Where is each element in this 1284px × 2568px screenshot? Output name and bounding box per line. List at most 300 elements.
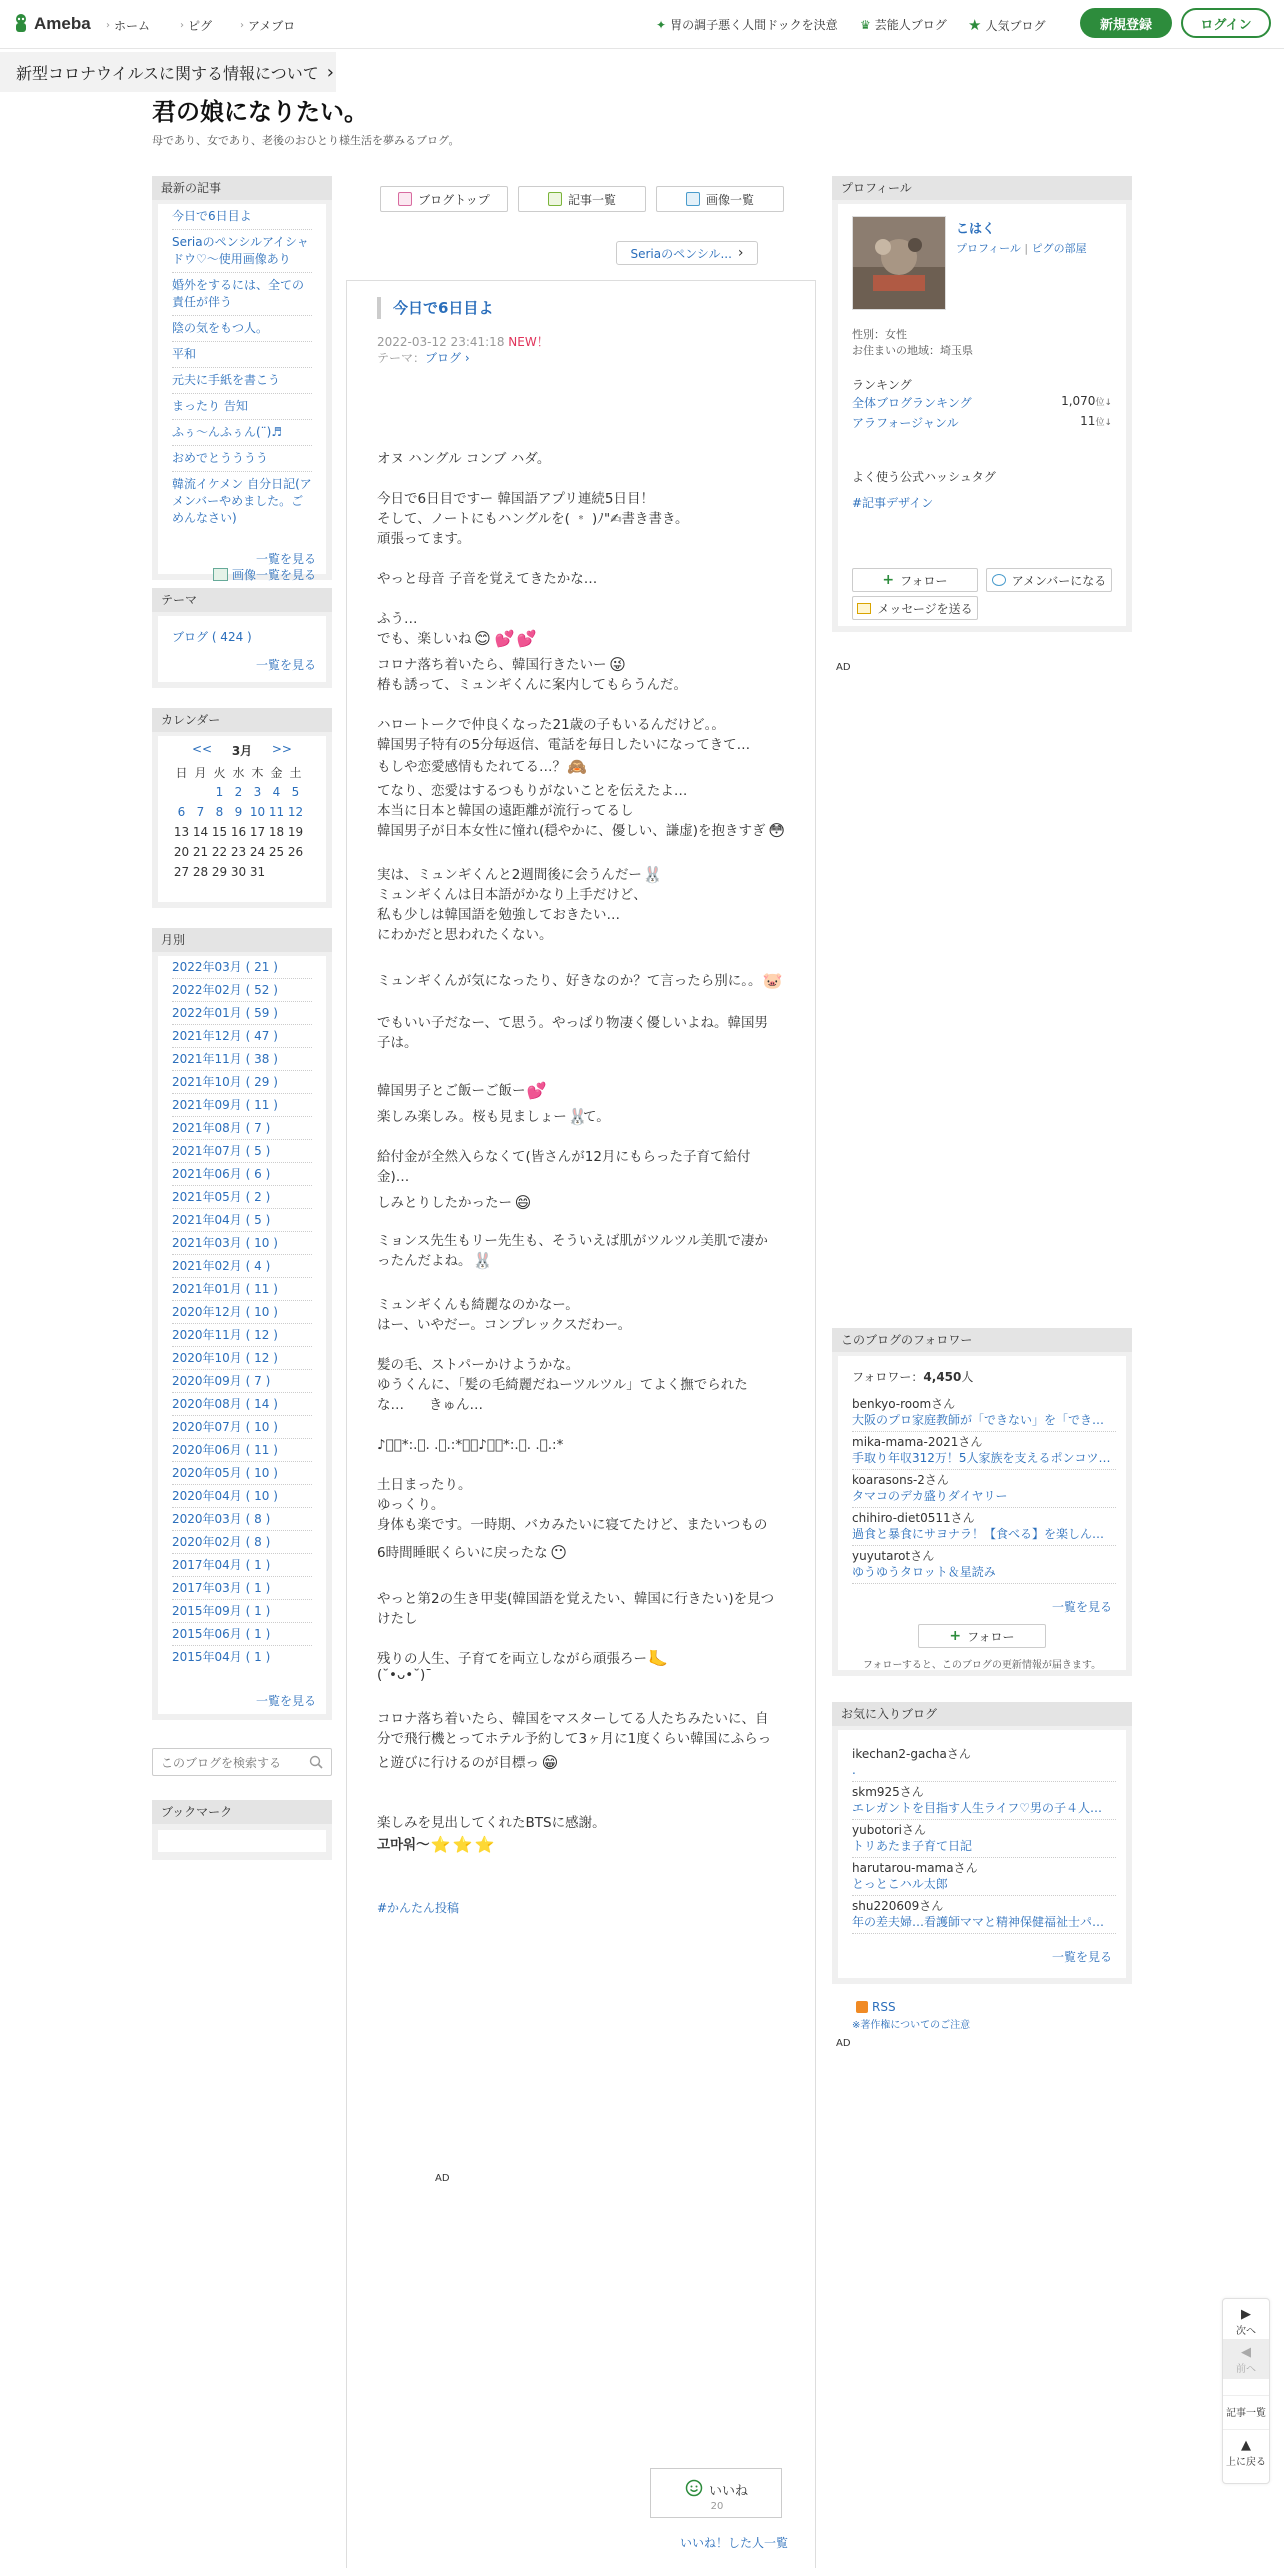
article-title[interactable]: 今日で6日目よ [377,297,493,319]
article-line-text: にわかだと思われたくない。 [377,927,553,943]
bookmark-heading: ブックマーク [152,1800,332,1824]
favorite-blog-owner[interactable]: shu220609さん [852,1899,944,1913]
calendar-day[interactable]: 11 [268,805,285,819]
article-line-text: 韓国男子特有の5分毎返信、電話を毎日したいになってきて… [377,737,751,753]
theme-heading: テーマ [152,588,332,612]
calendar-weekday: 土 [289,765,302,780]
monthly-archive-item[interactable]: 2020年07月 ( 10 ) [172,1416,312,1439]
chevron-right-icon: › [180,20,184,31]
global-header [0,0,1284,49]
amember-label: アメンバーになる [1011,573,1107,588]
monthly-archive-item[interactable]: 2021年06月 ( 6 ) [172,1163,312,1186]
play-left-icon: ◀ [1241,2345,1251,2360]
article-line [377,923,553,943]
article-line-text: て。 [583,1109,610,1125]
blog-description: 母であり、女であり、老後のおひとり様生活を夢みるブログ。 [152,134,460,147]
blog-top-button[interactable] [380,186,508,212]
followers-note: フォローすると、このブログの更新情報が届きます。 [862,1660,1102,1671]
calendar-day [267,862,286,882]
recent-post-item[interactable]: 韓流イケメン 自分日記(アメンバーやめました。ごめんなさい) [172,477,312,525]
article-line-text: もしや恋愛感情もたれてる…？ [377,759,566,775]
emoji-icon: 😶 [550,1543,567,1562]
ameba-mascot-icon [12,13,30,35]
monthly-archive-item[interactable]: 2020年02月 ( 8 ) [172,1531,312,1554]
article-line-text: オヌ ハングル コンブ ハダ。 [377,451,551,467]
profile-module [832,176,1132,632]
blog-top-label: ブログトップ [418,192,490,207]
article-line [377,1079,548,1102]
calendar-day[interactable]: 1 [215,785,224,799]
blog-search-input[interactable] [159,1753,303,1773]
ranking-genre [852,414,1112,431]
calendar-weekday: 金 [270,765,283,780]
monthly-archive-item[interactable]: 2020年08月 ( 14 ) [172,1393,312,1416]
calendar-day[interactable]: 7 [196,805,205,819]
article [346,280,816,2568]
followers-count-value: 4,450 [923,1370,962,1384]
follower-name[interactable]: mika-mama-2021さん [852,1435,983,1449]
article-line-text: 6時間睡眠くらいに戻ったな [377,1545,548,1561]
calendar-day [172,782,191,802]
monthly-archive-item[interactable]: 2021年02月 ( 4 ) [172,1255,312,1278]
monthly-archive-item[interactable]: 2021年11月 ( 38 ) [172,1048,312,1071]
rss-icon [856,2001,868,2013]
recent-post-item[interactable]: まったり 告知 [172,394,312,420]
article-meta [377,333,549,350]
profile-gender: 性別：女性 [852,328,907,341]
article-line [377,1727,771,1747]
hashtag-heading: よく使う公式ハッシュタグ [852,470,996,484]
article-list-icon [548,192,562,206]
recent-images-link[interactable] [213,566,316,583]
article-line [377,1513,767,1533]
calendar-next-link[interactable]: >> [271,742,292,756]
calendar-day[interactable]: 3 [253,785,262,799]
article-line-text: やっと母音 子音を覚えてきたかな… [377,571,598,587]
monthly-archive-item[interactable]: 2021年04月 ( 5 ) [172,1209,312,1232]
article-line-text: 私も少しは韓国語を勉強しておきたい… [377,907,620,923]
followers-heading: このブログのフォロワー [832,1328,1132,1352]
follow-label: フォロー [900,573,948,588]
blog-search-box [152,1748,332,1776]
monthly-archive-item[interactable]: 2022年02月 ( 52 ) [172,979,312,1002]
favorites-more-link[interactable]: 一覧を見る [1051,1950,1112,1964]
nav-pigg-label: ピグ [188,19,213,33]
monthly-archive-item[interactable]: 2020年05月 ( 10 ) [172,1462,312,1485]
article-line-text: 給付金が全然入らなくて(皆さんが12月にもらった子育て給付 [377,1149,751,1165]
pig-room-link[interactable]: ピグの部屋 [1031,242,1087,255]
recent-posts-heading: 最新の記事 [152,176,332,200]
article-line-text: 韓国男子が日本女性に憧れ(穏やかに、優しい、謙虚)を抱きすぎ [377,823,766,839]
article-line [377,567,597,587]
ranking-unit: 位 [1095,398,1105,408]
theme-body [158,616,326,682]
list-label: 記事一覧 [1226,2408,1266,2419]
favorite-blog-link[interactable]: トリあたま子育て日記 [852,1839,973,1853]
monthly-more-link[interactable]: 一覧を見る [255,1694,316,1708]
article-line [377,607,418,627]
calendar-day: 18 [268,825,285,839]
emoji-icon: ⭐ [430,1835,451,1854]
article-line [377,447,550,467]
hashtag-link[interactable] [377,1899,459,1916]
article-line [377,507,689,527]
article-line-text: 韓国男子とご飯ーご飯ー [377,1083,526,1099]
article-line-text: 分で飛行機とってホテル予約して3ヶ月に1度くらい韓国にふらっ [377,1731,772,1747]
monthly-archive-item[interactable]: 2021年10月 ( 29 ) [172,1071,312,1094]
recent-post-item[interactable]: Seriaのペンシルアイシャドウ♡〜使用画像あり [172,230,312,273]
calendar-day: 23 [230,845,247,859]
monthly-archive-item[interactable]: 2020年12月 ( 10 ) [172,1301,312,1324]
favorite-blog-link[interactable]: エレガントを目指す人生ライフ♡男の子４人… [852,1801,1103,1815]
like-button[interactable] [650,2468,782,2518]
article-line [377,1541,570,1564]
ranking-genre-value-wrap [1080,414,1112,431]
next-entry-button[interactable] [616,241,758,265]
calendar-day[interactable]: 5 [291,785,300,799]
article-theme-link[interactable]: ブログ [425,351,462,365]
login-button[interactable]: ログイン [1181,8,1271,38]
follower-item [852,1510,1116,1546]
article-line [377,1493,444,1513]
monthly-list [172,956,312,1668]
image-list-label: 画像一覧 [705,192,754,207]
article-line-text: ゆっくり。 [377,1497,445,1513]
monthly-archive-item[interactable]: 2021年01月 ( 11 ) [172,1278,312,1301]
article-line-text: ミュンギくんも綺麗なのかなー。 [377,1297,579,1313]
follower-name[interactable]: koarasons-2さん [852,1473,949,1487]
calendar-day: 13 [173,825,190,839]
calendar-day: 16 [230,825,247,839]
emoji-icon: 😳 [768,821,785,840]
monthly-archive-item[interactable]: 2021年03月 ( 10 ) [172,1232,312,1255]
calendar-week [172,862,305,882]
favorites-heading: お気に入りブログ [832,1702,1132,1726]
article-line [377,1249,494,1272]
favorite-blog-item [852,1784,1116,1820]
article-line [377,819,788,842]
calendar-weekday-row [172,762,305,782]
corona-info-banner[interactable] [0,52,336,92]
article-line-text: コロナ落ち着いたら、韓国をマスターしてる人たちみたいに、自 [377,1711,769,1727]
popular-blog-link[interactable] [968,16,1045,34]
calendar-day: 27 [173,865,190,879]
trending-topic-link[interactable] [656,16,838,33]
follower-blog-link[interactable]: ゆうゆうタロット＆星読み [852,1565,996,1579]
ad-label: AD [836,662,851,673]
profile-avatar[interactable] [852,216,946,310]
article-line-text: 残りの人生、子育てを両立しながら頑張ろー [377,1651,647,1667]
article-line-text: 고마워〜 [377,1837,430,1853]
followers-count-label: フォロワー： [852,1370,924,1384]
prev-article-button[interactable] [1223,2339,1269,2379]
calendar-day: 26 [287,845,304,859]
calendar-weekday: 水 [232,765,245,780]
calendar-day: 28 [192,865,209,879]
blog-title[interactable]: 君の娘になりたい。 [152,98,368,126]
calendar-weekday: 月 [194,765,207,780]
image-list-button[interactable] [656,186,784,212]
ranking-overall-value: 1,070 [1061,394,1096,408]
emoji-icon: 🙈 [567,757,587,776]
chevron-right-icon: › [461,351,470,365]
article-line [377,1667,432,1683]
article-line-text: 子は。 [377,1035,418,1051]
followers-follow-button[interactable] [918,1624,1046,1648]
article-line [377,1031,418,1051]
theme-more-link[interactable]: 一覧を見る [255,658,316,672]
triangle-up-icon: ▲ [1241,2438,1251,2453]
follower-name[interactable]: yuyutarotさん [852,1549,935,1563]
theme-blog-link[interactable]: ブログ ( 424 ) [172,630,252,644]
emoji-icon: 🐰 [472,1251,493,1270]
calendar-day: 14 [192,825,209,839]
calendar-weekday: 木 [251,765,264,780]
ranking-genre-link[interactable]: アラフォージャンル [852,416,959,430]
profile-body [838,204,1126,626]
favorite-blog-link[interactable]: . [852,1763,856,1777]
recent-posts-list [172,204,312,531]
image-gallery-icon [213,568,228,581]
profile-link[interactable]: プロフィール [956,242,1021,255]
article-line-text: な… [377,1397,404,1413]
calendar-month: 3月 [231,744,253,758]
chevron-right-icon: › [326,61,334,83]
favorite-blog-item [852,1746,1116,1782]
rss-link[interactable] [856,2000,896,2014]
article-line-text: 楽しみを見出してくれたBTSに感謝。 [377,1815,606,1831]
article-line [377,1373,748,1393]
next-article-button[interactable] [1223,2307,1269,2337]
arrow-down-icon: ↓ [1104,418,1112,428]
chevron-right-icon: › [106,20,110,31]
calendar-day: 15 [211,825,228,839]
article-line [377,883,647,903]
followers-count-unit: 人 [961,1370,974,1384]
chevron-right-icon: › [240,20,244,31]
calendar-day[interactable]: 8 [215,805,224,819]
monthly-archive-item[interactable]: 2017年04月 ( 1 ) [172,1554,312,1577]
smile-icon [685,2479,703,2497]
favorite-blog-item [852,1898,1116,1934]
article-theme [377,349,470,366]
top-label: 上に戻る [1226,2457,1266,2468]
calendar-body [158,736,326,902]
nav-home-label: ホーム [114,19,151,33]
article-line [377,969,783,992]
article-line-text: 本当に日本と韓国の遠距離が流行ってるし [377,803,634,819]
emoji-icon: 💕 [516,629,537,648]
star-icon: ★ [968,16,982,34]
ranking-overall-value-wrap [1061,394,1112,411]
monthly-archive-item[interactable]: 2020年03月 ( 8 ) [172,1508,312,1531]
favorite-blog-item [852,1822,1116,1858]
monthly-archive-item[interactable]: 2021年05月 ( 2 ) [172,1186,312,1209]
monthly-archive-item[interactable]: 2021年12月 ( 47 ) [172,1025,312,1048]
follow-button[interactable] [852,568,978,592]
article-line [377,1229,768,1249]
recent-post-item[interactable]: ふぅ〜んふぅん(¨)♬ [172,420,312,446]
monthly-archive-item[interactable]: 2020年09月 ( 7 ) [172,1370,312,1393]
ameba-logo[interactable] [12,12,91,36]
nav-pigg[interactable] [180,17,212,34]
monthly-archive-item[interactable]: 2021年07月 ( 5 ) [172,1140,312,1163]
calendar-day: 17 [249,825,266,839]
monthly-archive-item[interactable]: 2017年03月 ( 1 ) [172,1577,312,1600]
favorite-blog-owner[interactable]: skm925さん [852,1785,924,1799]
monthly-archive-item[interactable]: 2021年09月 ( 11 ) [172,1094,312,1117]
amember-icon [992,574,1006,586]
article-line-text: 髪の毛、ストパーかけようかな。 [377,1357,580,1373]
recent-post-item[interactable]: 平和 [172,342,312,368]
amember-button[interactable] [986,568,1112,592]
profile-name[interactable]: こはく [956,222,996,237]
article-line [377,779,687,799]
monthly-archive-item[interactable]: 2021年08月 ( 7 ) [172,1117,312,1140]
plus-icon: + [882,572,895,588]
monthly-archive-item[interactable]: 2015年09月 ( 1 ) [172,1600,312,1623]
article-line [583,1105,610,1125]
recent-images-label: 画像一覧を見る [231,568,316,582]
article-line-text: (˘•ᴗ•˘)ˉ [377,1667,432,1683]
hashtag-link[interactable]: #記事デザイン [852,496,934,510]
follower-name[interactable]: benkyo-roomさん [852,1397,956,1411]
follower-name[interactable]: chihiro-diet0511さん [852,1511,975,1525]
article-line-text: ミュンギくんは日本語がかなり上手だけど、 [377,887,647,903]
nav-home[interactable] [106,17,150,34]
like-users-link[interactable]: いいね！した人一覧 [680,2536,789,2550]
message-button[interactable] [852,596,978,620]
monthly-archive-item[interactable]: 2020年06月 ( 11 ) [172,1439,312,1462]
recent-more-link[interactable]: 一覧を見る [255,552,316,566]
follower-blog-link[interactable]: タマコのデカ盛りダイヤリー [852,1489,1008,1503]
article-date: 2022-03-12 23:41:18 [377,335,505,349]
plus-icon: + [949,1628,962,1644]
article-line-text: 今日で6日目ですー 韓国語アプリ連続5日目！ [377,491,655,507]
favorite-blog-link[interactable]: 年の差夫婦…看護師ママと精神保健福祉士パ… [852,1915,1105,1929]
article-line-text: てなり、恋愛はするつもりがないことを伝えたよ… [377,783,688,799]
monthly-archive-item[interactable]: 2022年01月 ( 59 ) [172,1002,312,1025]
favorite-blog-link[interactable]: とっとこハル太郎 [852,1877,948,1891]
ranking-unit: 位 [1095,418,1105,428]
message-label: メッセージを送る [877,601,973,616]
nav-ameblo[interactable] [240,17,295,34]
calendar-week [172,822,305,842]
article-line-text: でも、楽しいね [377,631,472,647]
monthly-body [158,956,326,1714]
emoji-icon: 😊 [474,629,491,648]
follower-blog-link[interactable]: 大阪のプロ家庭教師が「できない」を「でき… [852,1413,1105,1427]
follower-item [852,1472,1116,1508]
calendar-day[interactable]: 6 [177,805,186,819]
profile-links: プロフィール | ピグの部屋 [956,242,1087,255]
search-icon[interactable] [309,1755,323,1769]
calendar-prev-link[interactable]: << [192,742,213,756]
article-line-text: 土日まったり。 [377,1477,472,1493]
emoji-icon: 🐷 [762,971,783,990]
monthly-archive-item[interactable]: 2015年04月 ( 1 ) [172,1650,271,1664]
article-line-text: やっと第2の生き甲斐(韓国語を覚えたい、韓国に行きたい)を見つ [377,1591,775,1607]
favorite-blog-owner[interactable]: ikechan2-gachaさん [852,1747,971,1761]
article-line [377,1587,774,1607]
profile-heading: プロフィール [832,176,1132,200]
calendar-day: 24 [249,845,266,859]
article-list-button[interactable] [518,186,646,212]
next-label: 次へ [1236,2326,1256,2337]
article-line [377,1145,750,1165]
calendar-grid [172,762,305,882]
article-line [377,1707,769,1727]
article-line [377,1105,589,1128]
article-line-text: コロナ落ち着いたら、韓国行きたいー [377,657,607,673]
calendar-day[interactable]: 10 [249,805,266,819]
article-line-text: 頑張ってます。 [377,531,471,547]
calendar-day[interactable]: 9 [234,805,243,819]
followers-more-link[interactable]: 一覧を見る [1051,1600,1112,1614]
calendar-day[interactable]: 2 [234,785,243,799]
article-line [377,1751,561,1774]
recent-post-item[interactable]: 元夫に手紙を書こう [172,368,312,394]
favorite-blog-owner[interactable]: harutarou-mamaさん [852,1861,978,1875]
calendar-day: 20 [173,845,190,859]
follower-item [852,1548,1116,1584]
recent-post-item[interactable]: 今日で6日目よ [172,204,312,230]
back-to-top-button[interactable] [1223,2429,1269,2468]
article-line-text: 椿も誘って、ミュンギくんに案内してもらうんだ。 [377,677,687,693]
recent-post-item[interactable]: おめでとうううう [172,446,312,472]
monthly-archive-item[interactable]: 2015年06月 ( 1 ) [172,1623,312,1646]
article-line [377,1293,579,1313]
monthly-archive-item[interactable]: 2022年03月 ( 21 ) [172,956,312,979]
calendar-weekday: 日 [175,765,188,780]
copyright-notice-link[interactable]: ※著作権についてのご注意 [852,2020,971,2031]
emoji-icon: ⭐ [474,1835,495,1854]
recent-post-item[interactable]: 陰の気をもつ人。 [172,316,312,342]
article-line-text: きゅん… [429,1397,483,1413]
article-line-text: と遊びに行けるのが目標っ [377,1755,539,1771]
favorite-blog-owner[interactable]: yubotoriさん [852,1823,926,1837]
article-line-text: 実は、ミュンギくんと2週間後に会うんだー [377,867,642,883]
article-line [377,487,654,507]
calendar-day: 21 [192,845,209,859]
next-entry-label: Seriaのペンシル... [630,246,732,261]
recent-post-item[interactable]: 婚外をするには、全ての責任が伴う [172,273,312,316]
article-line [377,733,750,753]
monthly-archive-item[interactable]: 2020年10月 ( 12 ) [172,1347,312,1370]
ranking-overall [852,394,1112,411]
ranking-overall-link[interactable]: 全体ブログランキング [852,396,972,410]
signup-button[interactable]: 新規登録 [1080,8,1172,38]
follower-blog-link[interactable]: 手取り年収312万！5人家族を支えるポンコツ… [852,1451,1111,1465]
emoji-icon: 💕 [526,1081,547,1100]
article-line [377,1473,472,1493]
bookmark-body [158,1830,326,1852]
monthly-archive-item[interactable]: 2020年04月 ( 10 ) [172,1485,312,1508]
calendar-day[interactable]: 12 [287,805,304,819]
theme-module [152,588,332,688]
calendar-day [191,782,210,802]
article-line-text: ミョンス先生もリー先生も、そういえば肌がツルツル美肌で凄か [377,1233,768,1249]
follower-blog-link[interactable]: 過食と暴食にサヨナラ！【食べる】を楽しん… [852,1527,1105,1541]
monthly-archive-item[interactable]: 2020年11月 ( 12 ) [172,1324,312,1347]
article-theme-label: テーマ： [377,351,426,365]
calendar-day[interactable]: 4 [272,785,281,799]
celebrity-blog-link[interactable] [860,16,947,33]
article-line [377,1191,534,1214]
article-line [429,1393,483,1413]
article-line-text: 楽しみ楽しみ。桜も見ましょー [377,1109,567,1125]
article-list-float-button[interactable] [1223,2395,1269,2419]
